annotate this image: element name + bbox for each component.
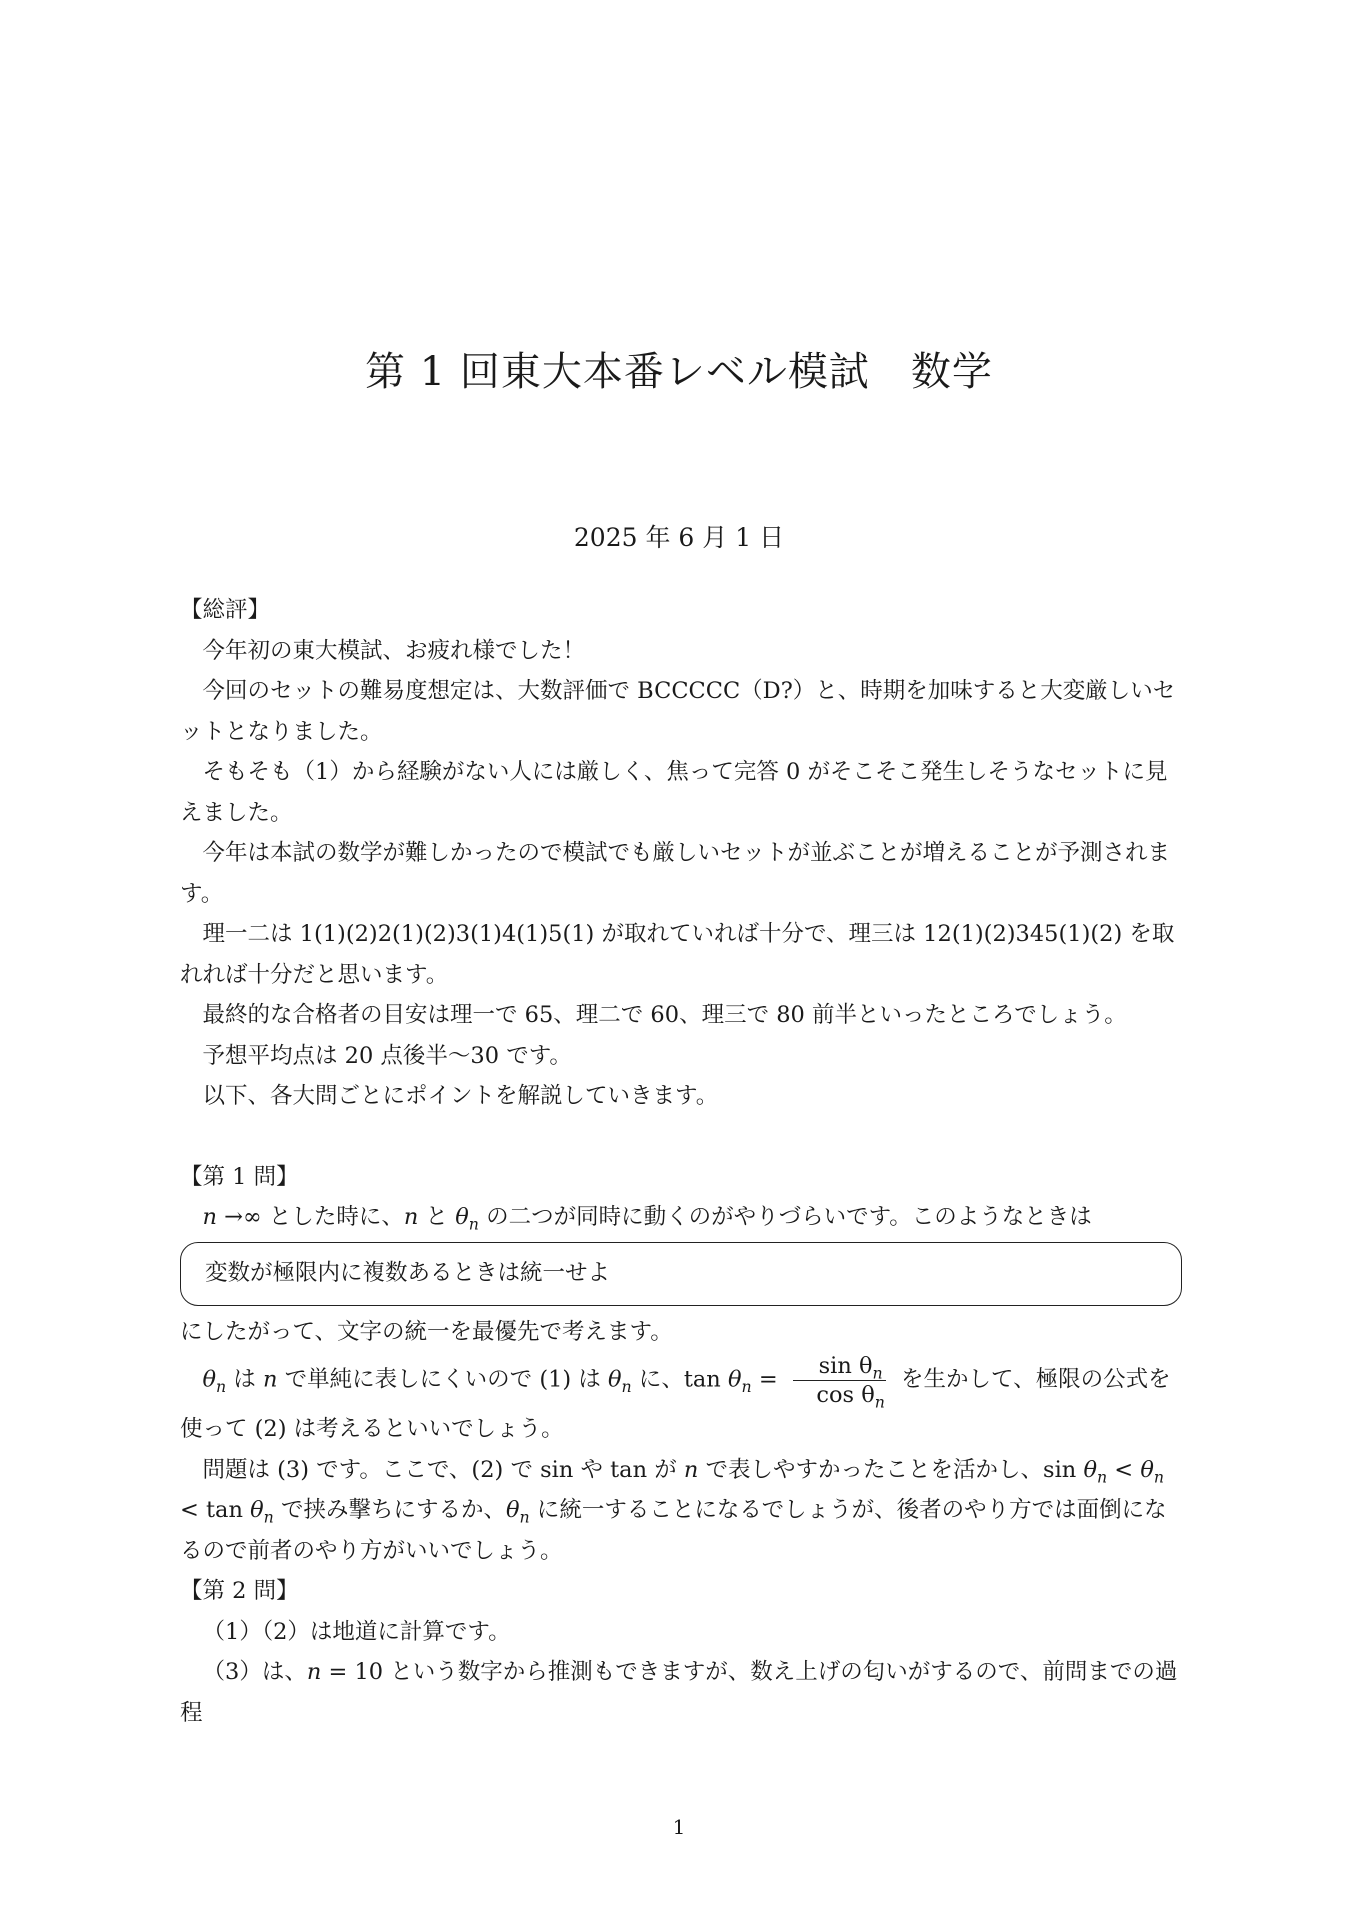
key-principle-text: 変数が極限内に複数あるときは統一せよ: [205, 1260, 611, 1287]
section-heading-q1: 【第 1 問】: [180, 1163, 299, 1190]
page-number: 1: [672, 1815, 686, 1839]
document-body: [180, 590, 1182, 1733]
document-date: 2025 年 6 月 1 日: [573, 523, 785, 552]
review-paragraph: 予想平均点は 20 点後半〜30 です。: [202, 1042, 572, 1069]
review-paragraph: 今年初の東大模試、お疲れ様でした！: [202, 637, 586, 664]
q1-after-box: にしたがって、文字の統一を最優先で考えます。: [180, 1318, 673, 1345]
key-principle-box: [180, 1242, 1182, 1306]
section-heading-q2: 【第 2 問】: [180, 1578, 299, 1604]
q1-part3-paragraph: 問題は (3) です。ここで、(2) で sin や tan が n で表しやすかったことを活かし、$\sin \theta_n < \theta_n < \tan \theta_n$ で挟み撃ちにするか、$\theta_n$ に統一することになるでしょうが、後者のやり方では面倒になるので前者のやり方がいいでしょう。: [180, 1456, 1167, 1564]
review-paragraph: 今年は本試の数学が難しかったので模試でも厳しいセットが並ぶことが増えることが予測されます。: [180, 840, 1171, 907]
review-paragraph: 今回のセットの難易度想定は、大数評価で BCCCCC（D?）と、時期を加味すると大変厳しいセットとなりました。: [180, 678, 1176, 745]
q1-intro-line: n →∞ とした時に、n と $\theta_n$ の二つが同時に動くのがやりづらいです。このようなときは: [202, 1204, 1092, 1234]
section-heading-review: 【総評】: [180, 597, 271, 623]
q2-paragraph: （1）（2）は地道に計算です。: [202, 1618, 511, 1645]
review-paragraph: そもそも（1）から経験がない人には厳しく、焦って完答 0 がそこそこ発生しそうなセットに見えました。: [180, 759, 1168, 826]
review-paragraph: 最終的な合格者の目安は理一で 65、理二で 60、理三で 80 前半といったところでしょう。: [202, 1002, 1127, 1028]
tan-fraction: $\frac{\sin \theta_n}{\cos \theta_n}$: [791, 1352, 888, 1409]
section-spacer: [180, 1117, 1182, 1157]
review-paragraph: 以下、各大問ごとにポイントを解説していきます。: [202, 1083, 719, 1109]
q1-hint-paragraph: $\theta_n$ は n で単純に表しにくいので (1) は $\theta_n$ に、$\tan \theta_n$ = $\frac{\sin \theta_n}{\cos \theta_n}$ を生かして、極限の公式を使って (2) は考えるといいでしょう。: [180, 1353, 1171, 1442]
document-title: 第 1 回東大本番レベル模試 数学: [365, 349, 993, 395]
review-paragraph: 理一二は 1(1)(2)2(1)(2)3(1)4(1)5(1) が取れていれば十分で、理三は 12(1)(2)345(1)(2) を取れれば十分だと思います。: [180, 921, 1175, 988]
q2-paragraph: （3）は、n = 10 という数字から推測もできますが、数え上げの匂いがするので、前問までの過程: [180, 1659, 1178, 1726]
